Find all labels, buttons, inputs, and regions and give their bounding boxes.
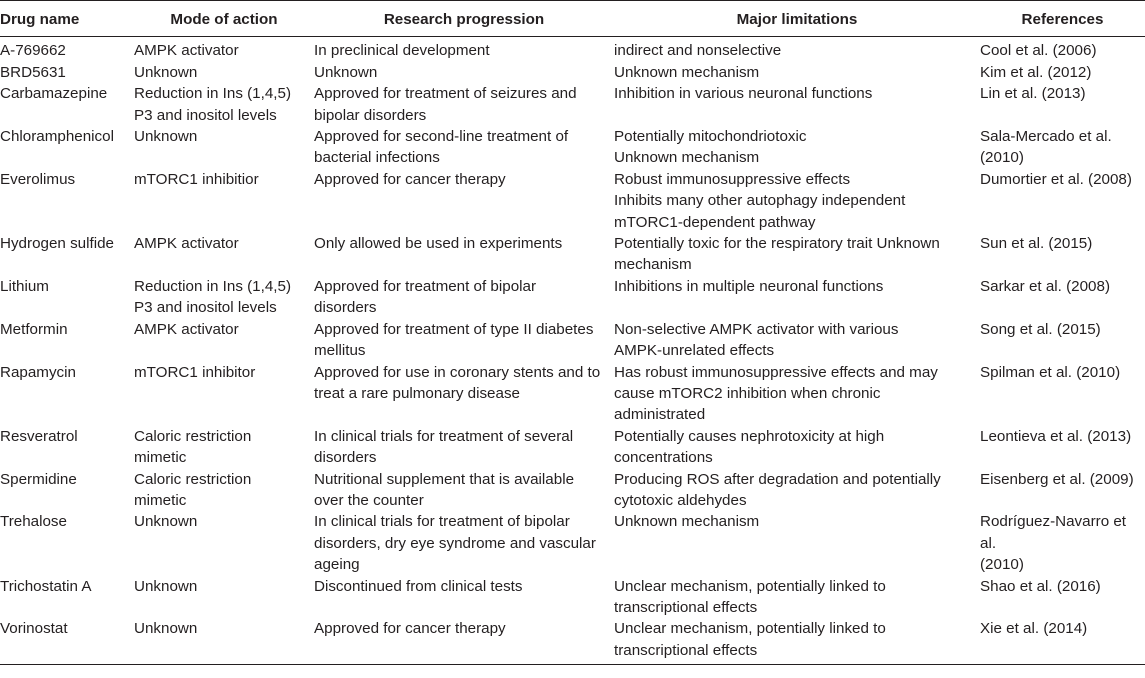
header-references: References — [980, 1, 1145, 37]
cell-text-line: AMPK-unrelated effects — [614, 342, 775, 360]
cell-research-progression — [314, 362, 614, 426]
cell-drug-name: Lithium — [0, 277, 49, 295]
cell-text-line: Approved for use in coronary stents and to — [314, 363, 601, 381]
cell-drug-name: Carbamazepine — [0, 85, 108, 103]
cell-text-line: Non-selective AMPK activator with various — [614, 320, 899, 338]
table-row — [0, 362, 1145, 426]
cell-text-line: Sala-Mercado et al. — [980, 128, 1112, 146]
cell-text-line: P3 and inositol levels — [134, 299, 277, 317]
cell-text-line: Unknown — [134, 620, 198, 638]
cell-mode-of-action — [134, 62, 314, 83]
cell-text-line: mTORC1 inhibitor — [134, 363, 256, 381]
cell-references — [980, 233, 1145, 276]
cell-text-line: administrated — [614, 406, 706, 424]
cell-text-line: Approved for treatment of bipolar — [314, 277, 537, 295]
cell-text-line: Unclear mechanism, potentially linked to — [614, 577, 886, 595]
table-row — [0, 426, 1145, 469]
cell-text-line: mTORC1 inhibitior — [134, 170, 259, 188]
cell-text-line: Eisenberg et al. (2009) — [980, 470, 1134, 488]
cell-text-line: disorders — [314, 299, 377, 317]
cell-text-line: Inhibition in various neuronal functions — [614, 85, 873, 103]
cell-text-line: Potentially mitochondriotoxic — [614, 128, 807, 146]
cell-drug-name: Everolimus — [0, 170, 76, 188]
cell-mode-of-action — [134, 576, 314, 619]
cell-major-limitations — [614, 276, 980, 319]
cell-text-line: Approved for treatment of type II diabetes — [314, 320, 594, 338]
cell-references — [980, 618, 1145, 664]
cell-major-limitations — [614, 319, 980, 362]
cell-major-limitations — [614, 83, 980, 126]
header-row — [0, 1, 1145, 37]
table-row — [0, 169, 1145, 233]
cell-major-limitations — [614, 426, 980, 469]
cell-text-line: Reduction in Ins (1,4,5) — [134, 277, 292, 295]
cell-text-line: cause mTORC2 inhibition when chronic — [614, 384, 881, 402]
cell-text-line: Unknown — [134, 63, 198, 81]
cell-major-limitations — [614, 169, 980, 233]
cell-major-limitations — [614, 576, 980, 619]
cell-drug-name: Spermidine — [0, 470, 77, 488]
cell-mode-of-action — [134, 169, 314, 233]
cell-text-line: Leontieva et al. (2013) — [980, 427, 1132, 445]
cell-drug-name: BRD5631 — [0, 63, 66, 81]
cell-major-limitations — [614, 469, 980, 512]
cell-research-progression — [314, 169, 614, 233]
cell-research-progression — [314, 469, 614, 512]
cell-references — [980, 426, 1145, 469]
cell-text-line: treat a rare pulmonary disease — [314, 384, 520, 402]
cell-text-line: transcriptional effects — [614, 641, 758, 659]
cell-text-line: Inhibitions in multiple neuronal functions — [614, 277, 884, 295]
cell-text-line: Unknown mechanism — [614, 63, 760, 81]
cell-text-line: transcriptional effects — [614, 598, 758, 616]
cell-text-line: cytotoxic aldehydes — [614, 491, 747, 509]
table-row — [0, 126, 1145, 169]
cell-text-line: Approved for cancer therapy — [314, 170, 506, 188]
cell-text-line: Only allowed be used in experiments — [314, 235, 563, 253]
cell-mode-of-action — [134, 233, 314, 276]
header-mode-of-action: Mode of action — [134, 1, 314, 37]
cell-text-line: Unknown — [134, 577, 198, 595]
cell-text-line: Has robust immunosuppressive effects and may — [614, 363, 938, 381]
cell-text-line: In preclinical development — [314, 42, 490, 60]
cell-mode-of-action — [134, 126, 314, 169]
cell-research-progression — [314, 37, 614, 62]
cell-text-line: Potentially causes nephrotoxicity at high — [614, 427, 885, 445]
cell-research-progression — [314, 233, 614, 276]
cell-references — [980, 276, 1145, 319]
cell-text-line: Dumortier et al. (2008) — [980, 170, 1132, 188]
cell-references — [980, 37, 1145, 62]
cell-drug-name: Metformin — [0, 320, 68, 338]
cell-mode-of-action — [134, 319, 314, 362]
cell-research-progression — [314, 319, 614, 362]
cell-research-progression — [314, 126, 614, 169]
header-drug-name: Drug name — [0, 1, 134, 37]
cell-text-line: indirect and nonselective — [614, 42, 782, 60]
cell-research-progression — [314, 276, 614, 319]
cell-references — [980, 362, 1145, 426]
table-row — [0, 469, 1145, 512]
cell-drug-name: Vorinostat — [0, 618, 134, 664]
cell-references — [980, 62, 1145, 83]
table-row — [0, 83, 1145, 126]
cell-text-line: Unknown — [134, 513, 198, 531]
cell-references — [980, 83, 1145, 126]
cell-text-line: Inhibits many other autophagy independent — [614, 192, 906, 210]
cell-text-line: Unknown mechanism — [614, 513, 760, 531]
table-body — [0, 37, 1145, 665]
cell-text-line: mechanism — [614, 256, 692, 274]
cell-major-limitations — [614, 126, 980, 169]
cell-text-line: Caloric restriction — [134, 470, 252, 488]
cell-text-line: (2010) — [980, 556, 1024, 574]
cell-text-line: Discontinued from clinical tests — [314, 577, 523, 595]
cell-text-line: Potentially toxic for the respiratory trait Unknown — [614, 235, 940, 253]
cell-text-line: Sarkar et al. (2008) — [980, 277, 1110, 295]
cell-research-progression — [314, 511, 614, 575]
cell-mode-of-action — [134, 426, 314, 469]
cell-drug-name: Trichostatin A — [0, 577, 92, 595]
cell-text-line: AMPK activator — [134, 235, 239, 253]
cell-references — [980, 126, 1145, 169]
table-row — [0, 319, 1145, 362]
cell-text-line: Shao et al. (2016) — [980, 577, 1101, 595]
cell-text-line: concentrations — [614, 449, 713, 467]
cell-text-line: Rodríguez-Navarro et al. — [980, 513, 1127, 552]
cell-mode-of-action — [134, 83, 314, 126]
cell-text-line: AMPK activator — [134, 320, 239, 338]
cell-drug-name: Rapamycin — [0, 363, 76, 381]
cell-text-line: mellitus — [314, 342, 366, 360]
cell-text-line: AMPK activator — [134, 42, 239, 60]
header-research-progression: Research progression — [314, 1, 614, 37]
cell-text-line: Robust immunosuppressive effects — [614, 170, 851, 188]
cell-research-progression — [314, 62, 614, 83]
cell-text-line: Song et al. (2015) — [980, 320, 1101, 338]
table-row — [0, 276, 1145, 319]
header-major-limitations: Major limitations — [614, 1, 980, 37]
cell-mode-of-action — [134, 276, 314, 319]
cell-research-progression — [314, 618, 614, 664]
cell-text-line: In clinical trials for treatment of bipolar — [314, 513, 570, 531]
cell-references — [980, 511, 1145, 575]
cell-text-line: Unknown — [134, 128, 198, 146]
cell-research-progression — [314, 83, 614, 126]
cell-text-line: Approved for cancer therapy — [314, 620, 506, 638]
cell-major-limitations — [614, 511, 980, 575]
cell-text-line: Cool et al. (2006) — [980, 42, 1097, 60]
cell-major-limitations — [614, 233, 980, 276]
cell-text-line: P3 and inositol levels — [134, 106, 277, 124]
cell-text-line: disorders, dry eye syndrome and vascular — [314, 534, 596, 552]
cell-major-limitations — [614, 618, 980, 664]
cell-text-line: In clinical trials for treatment of several — [314, 427, 574, 445]
cell-text-line: disorders — [314, 449, 377, 467]
table-header — [0, 1, 1145, 37]
cell-references — [980, 469, 1145, 512]
cell-text-line: mimetic — [134, 491, 187, 509]
cell-text-line: mTORC1-dependent pathway — [614, 213, 816, 231]
cell-text-line: ageing — [314, 556, 360, 574]
cell-drug-name: Hydrogen sulfide — [0, 235, 114, 253]
cell-text-line: Caloric restriction — [134, 427, 252, 445]
cell-major-limitations — [614, 362, 980, 426]
cell-mode-of-action — [134, 37, 314, 62]
cell-mode-of-action — [134, 362, 314, 426]
table-row — [0, 511, 1145, 575]
cell-drug-name: Chloramphenicol — [0, 128, 114, 146]
cell-major-limitations — [614, 62, 980, 83]
cell-drug-name: A-769662 — [0, 42, 66, 60]
table-row — [0, 37, 1145, 62]
cell-text-line: Unclear mechanism, potentially linked to — [614, 620, 886, 638]
cell-text-line: Approved for treatment of seizures and — [314, 85, 577, 103]
table-row — [0, 576, 1145, 619]
cell-mode-of-action — [134, 469, 314, 512]
cell-text-line: mimetic — [134, 449, 187, 467]
cell-text-line: Xie et al. (2014) — [980, 620, 1088, 638]
cell-major-limitations — [614, 37, 980, 62]
table-row — [0, 618, 1145, 664]
cell-research-progression — [314, 576, 614, 619]
cell-text-line: Producing ROS after degradation and potentially — [614, 470, 941, 488]
cell-text-line: (2010) — [980, 149, 1024, 167]
cell-text-line: Unknown — [314, 63, 378, 81]
cell-text-line: over the counter — [314, 491, 424, 509]
cell-mode-of-action — [134, 511, 314, 575]
cell-drug-name: Trehalose — [0, 513, 67, 531]
cell-text-line: Reduction in Ins (1,4,5) — [134, 85, 292, 103]
cell-text-line: Unknown mechanism — [614, 149, 760, 167]
cell-references — [980, 576, 1145, 619]
cell-text-line: Nutritional supplement that is available — [314, 470, 575, 488]
cell-text-line: Sun et al. (2015) — [980, 235, 1093, 253]
cell-drug-name: Resveratrol — [0, 427, 78, 445]
cell-text-line: Approved for second-line treatment of — [314, 128, 569, 146]
cell-text-line: Kim et al. (2012) — [980, 63, 1092, 81]
cell-references — [980, 169, 1145, 233]
cell-research-progression — [314, 426, 614, 469]
cell-text-line: bipolar disorders — [314, 106, 427, 124]
cell-text-line: Spilman et al. (2010) — [980, 363, 1121, 381]
cell-references — [980, 319, 1145, 362]
table-row — [0, 62, 1145, 83]
cell-text-line: Lin et al. (2013) — [980, 85, 1086, 103]
cell-mode-of-action — [134, 618, 314, 664]
table-row — [0, 233, 1145, 276]
cell-text-line: bacterial infections — [314, 149, 440, 167]
